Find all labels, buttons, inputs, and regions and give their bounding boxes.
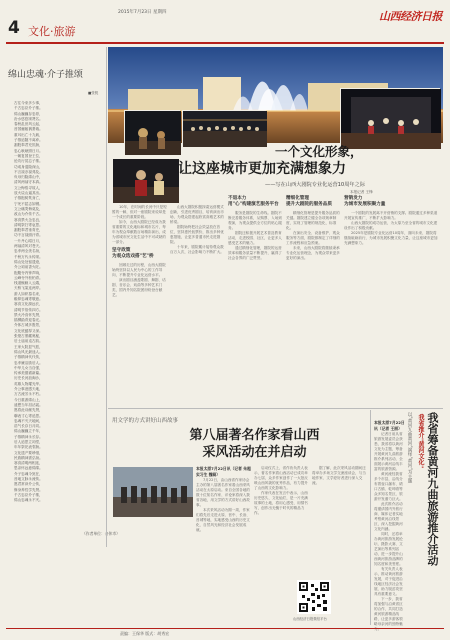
section-name: 文化·旅游	[28, 25, 76, 38]
article3-subtitle: 我省推介"黄河文化"	[417, 414, 424, 469]
poem-line: 传承美德谱新篇。	[14, 371, 43, 376]
poem-line: 子推精神永长存。	[14, 434, 43, 439]
poem-line: 功不言禄照汗青。	[14, 233, 43, 238]
article1-col5	[344, 196, 440, 405]
paragraph: 山西大剧院的成功运营，为太原乃至全省的城市文化建设作出了积极贡献。	[344, 221, 438, 230]
poem-line: 负母归隐绵山中，	[14, 175, 43, 180]
poem-line: 云峰寺外松柏青。	[14, 275, 43, 280]
poem-line: 遥想当年泪沾裳。	[14, 402, 43, 407]
poem-line: 插柳踏青迎春光。	[14, 318, 43, 323]
poem-line: 文公悔悟寻故人，	[14, 185, 43, 190]
page-number: 4	[8, 18, 20, 38]
poem-line: 思亲怀远意绵绵。	[14, 466, 43, 471]
poem-line: 忠孝两全美名扬，	[14, 249, 43, 254]
article2-byline: 本报太原7月22日讯（记者 朱超 实习生 魏萌）	[196, 466, 251, 477]
poem-line: 千古忠臣介子推。	[14, 106, 43, 111]
poem-line: 功成身退隐深山，	[14, 164, 43, 169]
poem-line: 张壁古堡藏奥秘，	[14, 334, 43, 339]
poem-line: 绵山风光最迷人。	[14, 349, 43, 354]
article1-headline-line1: 一个文化形象，	[275, 144, 363, 159]
article1-subhead1: 坚守政策 为观众选戏搭"艺"桥	[112, 248, 154, 259]
poem-line: 一朝复国登王位，	[14, 153, 43, 158]
article2-title-line1: 第八届著名作家看山西	[189, 428, 320, 443]
paragraph: 服务是剧院的生命线。剧院不断完善服务体系，从购票、入场到观演，为观众提供全方位的贴心服务。	[228, 211, 282, 230]
paragraph: 据了解，此次采风活动期间还将举办多场文学交流座谈会，与当地作家、文学爱好者进行深入交流。	[312, 466, 366, 485]
poem-line: 清明节俗传四方。	[14, 307, 43, 312]
paragraph: 有关负责人表示，推动黄河旅游发展，对于促进沿线地区经济社会发展、助力脱贫攻坚具有重要意义。	[374, 567, 403, 596]
poem-line: 放火烧山逼其出。	[14, 191, 43, 196]
paragraph: 剧院还积极开展艺术普及教育活动，走进校园、社区，让更多人感受艺术的魅力。	[228, 231, 282, 245]
poem-line: 后土庙前觅古韵。	[14, 339, 43, 344]
poem-line: 修身养性学先贤。	[14, 487, 43, 492]
article2-col1	[196, 466, 252, 616]
poem-line: 绵山处处留遗迹，	[14, 259, 43, 264]
qr-caption: 山西经济日报微信平台	[293, 617, 327, 621]
poem-line: 王家大院显气派，	[14, 344, 43, 349]
poem-line: 今日重游绵山上，	[14, 397, 43, 402]
article3-body	[374, 420, 406, 631]
newspaper-logo: 山西经济日报	[379, 10, 442, 23]
poem-line: 天桥飞架连两岸。	[14, 286, 43, 291]
poem-line: 后人追思立祠堂，	[14, 440, 43, 444]
poem-line: 春秋乱世风云起，	[14, 122, 43, 127]
poem-line: 晋国骊姬祸萧墙。	[14, 127, 43, 132]
poem-line: 禁火冷食怀先贤，	[14, 312, 43, 317]
poem-line: 忠心耿耿照日月。	[14, 148, 43, 153]
poem-line: 历史长河浪淘沙，	[14, 376, 43, 381]
poem-line: 清风两袖守本真。	[14, 180, 43, 185]
paragraph: 7月22日，由山西省作家协会主办的第八届著名作家看山西采风活动在太原启动。来自全国各地的数十位知名作家、评论家将深入我省各地，用文学的方式讲好山西故事。	[196, 478, 250, 507]
stage-performance-photo	[340, 88, 440, 148]
paragraph: 演出剧目涵盖歌剧、舞剧、话剧、音乐会、戏曲等多种艺术门类，国内外知名院团纷纷登台献艺。	[112, 278, 166, 297]
poem-line: 晋地文脉永流传。	[14, 477, 43, 482]
footer-rule	[6, 628, 444, 629]
poem-line: 文化遗产要珍惜，	[14, 450, 43, 455]
article3-byline: 本报太原7月22日讯（记者 王丽）	[374, 420, 405, 431]
paragraph: 2025年是剧院专业化运营10周年，面向未来，剧院将继续砥砺前行，为城市发展积聚文化力量，让这座城市更加充满想象力。	[344, 231, 438, 245]
column-divider-right	[370, 410, 371, 625]
sidebar-signature: （作者单位：介休市）	[82, 531, 120, 536]
poem-line: 绵山忠魂永不灭。	[14, 498, 43, 503]
article3-kicker: 以"黄河九曲黄河"演绎"黄河"为主题	[407, 412, 412, 484]
paragraph: 山西大剧院积极探索运营模式创新，引进优秀剧目，培育演出市场，为观众搭建起欣赏高雅艺术的桥梁。	[170, 205, 224, 224]
poem-line: 聊表寸心寄追思。	[14, 413, 43, 418]
article2-title	[112, 427, 397, 461]
paragraph: 剧院始终把社会效益放在首位，坚持惠民低票价，推出多种优惠措施，让更多普通市民走进剧院。	[170, 225, 224, 244]
orchestra-photo	[182, 110, 266, 146]
paragraph: 精细化管理是提升服务品质的关键。剧院建立健全各项规章制度，实现了管理的规范化、标准化。	[286, 211, 340, 230]
paragraph: 下一步，我省将加强与沿黄省区的合作，共同打造黄河旅游精品线路，让更多游客领略母亲河的独特魅力。	[374, 597, 403, 631]
poem-line: 改山为介传千古。	[14, 212, 43, 217]
paragraph: 同时，还将举办黄河旅游发展论坛、摄影大赛、文艺演出等系列活动，进一步提升山西黄河旅游品牌的知名度和美誉度。	[374, 532, 403, 566]
poem-line: 愿君常读介公传，	[14, 482, 43, 487]
poem-line: 介公事迹感天地，	[14, 387, 43, 392]
stage-photo-left	[124, 110, 180, 154]
paragraph: 此次推介活动将邀请国内外旅行商、媒体记者实地考察黄河沿线景区，深入挖掘黄河文化内涵。	[374, 502, 403, 531]
issue-date: 2015年7月23日 星期四	[118, 10, 167, 15]
article3-title: 我省筹备黄河九曲旅游推介活动	[426, 412, 439, 566]
poem-line: 论功行赏忘子推。	[14, 159, 43, 164]
poem-line: 忠孝廉洁励后人。	[14, 360, 43, 365]
paragraph: 如今，山西大剧院已经成为我省重要的文化地标和城市名片，每年为观众奉献数百场精彩演出，成为省城市民文化生活中不可或缺的一部分。	[112, 220, 166, 244]
poem-line: 游人如织慕名来，	[14, 291, 43, 296]
article2-kicker: 用文学的方式讲好山西故事	[112, 418, 179, 424]
poem-line: 寒食文化源远长，	[14, 302, 43, 307]
paragraph: 回顾走过的历程，山西大剧院始终坚持以人民为中心的工作导向，不断提升专业化运营水平。	[112, 263, 166, 277]
poem-line: 文化底蕴厚又深。	[14, 328, 43, 333]
paragraph: 在演出安全、设备维护、观众服务等方面，剧院都制定了详细的工作流程和应急预案。	[286, 231, 340, 245]
poem-line: 重耳出亡十九载，	[14, 132, 43, 137]
paragraph: 一个剧院的发展离不开营销的支撑。剧院通过多种渠道开展宣传推广，不断扩大影响力。	[344, 211, 438, 220]
poem-line: 不言禄亦禄弗及。	[14, 169, 43, 174]
article1-subhead3: 精细化管理 提升大剧院的服务品质	[286, 196, 332, 207]
article1-col2	[170, 205, 226, 405]
poem-line: 寒食禁火念忠良，	[14, 217, 43, 222]
article1-subtitle: ——写在山西大剧院专业化运营10周年之际	[265, 182, 365, 188]
footer-editor: 责编：王保华 版式：胡秀宏	[120, 631, 170, 636]
poem-line: 介子忠魂今犹在，	[14, 471, 43, 476]
paragraph: 记者日前从省旅游发展委员会获悉，我省将以黄河文化为主题，筹备开展黄河九曲旅游推介系列活动，全面展示黄河沿线丰富的旅游资源。	[374, 432, 403, 471]
article1-col1	[112, 205, 168, 405]
qr-code[interactable]	[297, 580, 331, 614]
article2-title-line2: 采风活动在并启动	[202, 445, 307, 460]
paragraph: 通过精细化管理，剧院的运营效率和服务质量不断提升，赢得了社会各界的广泛赞誉。	[228, 246, 282, 260]
paragraph: 作家代表在发言中表示，山西历史悠久、文化灿烂，是一片充满故事的土地，将用心感受、用情书写，创作出无愧于时代的精品力作。	[254, 491, 308, 515]
article1-col3	[228, 196, 284, 405]
paragraph: 未来，山西大剧院将继续秉承专业化运营理念，为观众带来更多更好的演出。	[286, 246, 340, 260]
article1-byline: 本报记者 王锋	[350, 190, 373, 194]
column-divider	[106, 47, 107, 547]
poem-line: 介公祠前香火旺。	[14, 265, 43, 270]
poem-line: 中华儿女当自强，	[14, 365, 43, 370]
article1-headline-line2: 让这座城市更加充满想象力	[178, 161, 346, 177]
poem-line: 年年祭祀表衷肠。	[14, 445, 43, 450]
page-header	[0, 0, 450, 44]
poem-line: 千秋万代永传颂。	[14, 254, 43, 259]
poem-line: 清明祭扫寄哀思。	[14, 222, 43, 227]
poem-line: 割股奉君垂青史，	[14, 228, 43, 233]
paragraph: 十年来，剧院累计接待观众数百万人次，社会影响力不断扩大。	[170, 245, 224, 254]
poem-line: 绵山巍巍立千年，	[14, 429, 43, 434]
header-rule	[6, 42, 444, 44]
poem-line: 一片丹心昭日月，	[14, 238, 43, 243]
poem-line: 抱腹寺内钟声响，	[14, 270, 43, 275]
poem-line: 浩气长存日月同。	[14, 424, 43, 429]
paragraph: 黄河流经我省多个市县，沿线分布着壶口瀑布、碛口古镇、乾坤湾等众多知名景区，旅游开发潜力巨大。	[374, 472, 403, 501]
poem-line: 寒食清明两相连，	[14, 461, 43, 466]
section-divider	[108, 408, 443, 409]
writers-group-photo	[112, 466, 192, 516]
poem-line: 文公痛哭悔莫及，	[14, 206, 43, 211]
poem-line: 瞻仰忠魂寄敬意。	[14, 296, 43, 301]
article1-subhead4: 营销发力 为城市发展积聚力量	[344, 196, 386, 207]
poem-line: 宁死不屈志如钢。	[14, 201, 43, 206]
poem-line: 割股奉君充饥肠，	[14, 143, 43, 148]
poem-line: 汾水悠悠颂贤名。	[14, 116, 43, 121]
poem-line: 介休古城多胜景，	[14, 323, 43, 328]
poem-line: 忠魂不灭天地间，	[14, 418, 43, 423]
poem-line: 栈道蜿蜒入云端，	[14, 281, 43, 286]
sidebar-title: 绵山忠魂·介子推颂	[8, 70, 83, 80]
poem-line: 民族精神需弘扬。	[14, 455, 43, 460]
sidebar-author: ■张锐	[88, 91, 99, 95]
article1-subhead2: 不退本力 用"心"构建演艺服务平台	[228, 196, 279, 207]
paragraph: 启动仪式上，省作协负责人表示，著名作家看山西活动已成功举办七届，众多作家创作了一大批反映山西风貌的优秀作品，有力提升了山西的文化影响力。	[254, 466, 308, 490]
poem-line: 千古忠臣介子推，	[14, 492, 43, 497]
paragraph: 本次采风活动为期一周，作家们将先后走进太原、晋中、长治、晋城等地，实地感受山西的历史文化、自然风光和经济社会发展成就。	[196, 508, 250, 532]
poem-line: 子推抱树焚身亡，	[14, 196, 43, 201]
poem-line: 万古流芳永不朽。	[14, 392, 43, 397]
paragraph: 10年，在时间的长河中只是短暂的一瞬，但对一座剧院来说却是一个成长的重要阶段。	[112, 205, 167, 219]
poem-line: 两袖清风对苍天。	[14, 244, 43, 249]
poem-line: 子推追随不离弃。	[14, 138, 43, 143]
performer-photo	[112, 158, 178, 202]
article1-col4	[286, 196, 342, 405]
poem-line: 古往今来多少事，	[14, 101, 43, 105]
poem-line: 绵山巍巍存忠骨，	[14, 111, 43, 116]
poem-line: 愿将此诗献先贤，	[14, 408, 43, 413]
poem-body	[14, 101, 104, 531]
poem-line: 英雄人物耀光华。	[14, 381, 43, 386]
poem-line: 子推精神代代传，	[14, 355, 43, 360]
